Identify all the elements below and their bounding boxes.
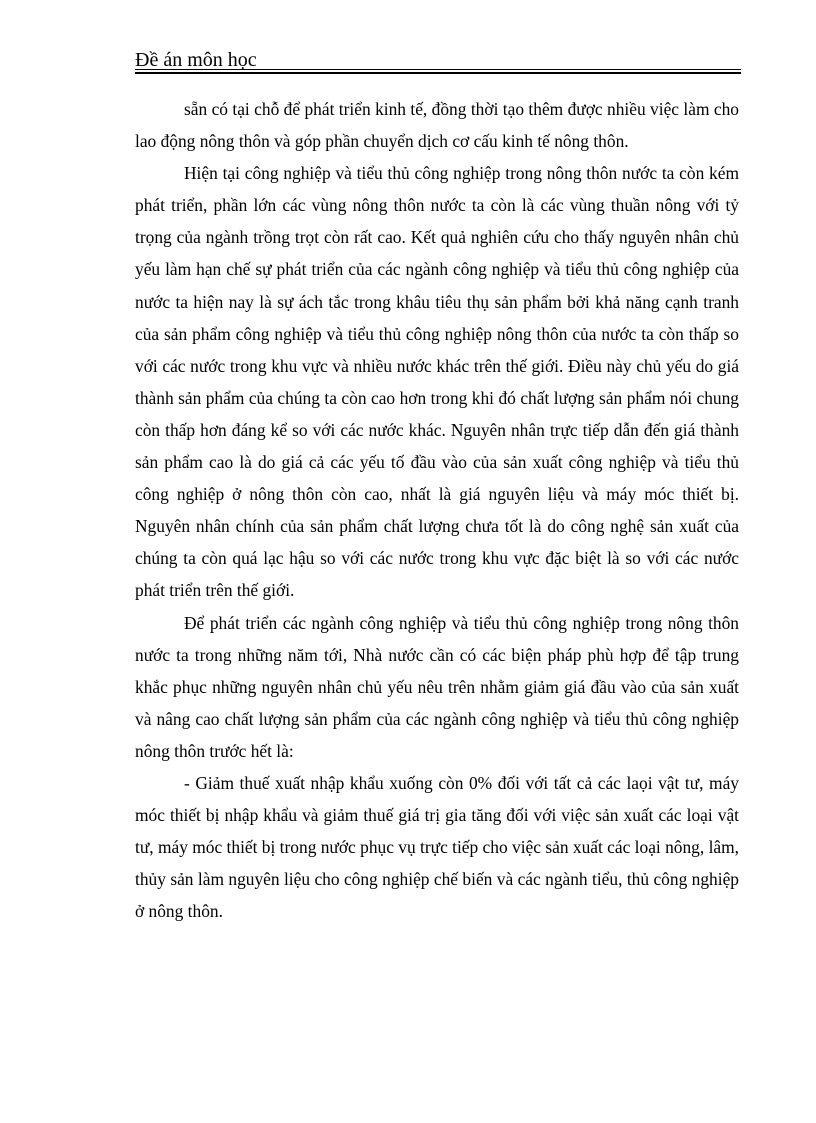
paragraph-measures: Để phát triển các ngành công nghiệp và tiểu thủ công nghiệp trong nông thôn nước ta trong những năm tới, Nhà nước cần có các biện pháp phù hợp để tập trung khắc phục những nguyên nhân chủ yếu nêu trên nhằm giảm giá đầu vào của sản xuất và nâng cao chất lượng sản phẩm của các ngành công nghiệp và tiểu thủ công nghiệp nông thôn trước hết là: — [135, 612, 739, 761]
header-rule-thick — [135, 72, 741, 74]
header-rule-thin — [135, 69, 741, 70]
paragraph-continuation: sẵn có tại chỗ để phát triển kinh tế, đồng thời tạo thêm được nhiều việc làm cho lao động nông thôn và góp phần chuyển dịch cơ cấu kinh tế nông thôn. — [135, 99, 739, 152]
header-title: Đề án môn học — [135, 49, 257, 71]
paragraph-current-state: Hiện tại công nghiệp và tiểu thủ công nghiệp trong nông thôn nước ta còn kém phát triển, phần lớn các vùng nông thôn nước ta còn là các vùng thuần nông với tỷ trọng của ngành trồng trọt còn rất cao. Kết quả nghiên cứu cho thấy nguyên nhân chủ yếu làm hạn chế sự phát triển của các ngành công nghiệp và tiểu thủ công nghiệp của nước ta hiện nay là sự ách tắc trong khâu tiêu thụ sản phẩm bởi khả năng cạnh tranh của sản phẩm công nghiệp và tiểu thủ công nghiệp nông thôn của nước ta còn thấp so với các nước trong khu vực và nhiều nước khác trên thế giới. Điều này chủ yếu do giá thành sản phẩm của chúng ta còn cao hơn trong khi đó chất lượng sản phẩm nói chung còn thấp hơn đáng kể so với các nước khác. Nguyên nhân trực tiếp dẫn đến giá thành sản phẩm cao là do giá cả các yếu tố đầu vào của sản xuất công nghiệp và tiểu thủ công nghiệp ở nông thôn còn cao, nhất là giá nguyên liệu và máy móc thiết bị. Nguyên nhân chính của sản phẩm chất lượng chưa tốt là do công nghệ sản xuất của chúng ta còn quá lạc hậu so với các nước trong khu vực đặc biệt là so với các nước phát triển trên thế giới. — [135, 163, 739, 601]
body-text — [135, 93, 739, 927]
page-header — [135, 48, 741, 74]
paragraph-tax-reduction: - Giảm thuế xuất nhập khẩu xuống còn 0% đối với tất cả các laọi vật tư, máy móc thiết bị nhập khẩu và giảm thuế giá trị gia tăng đối với việc sản xuất các loại vật tư, máy móc thiết bị trong nước phục vụ trực tiếp cho việc sản xuất các loại nông, lâm, thủy sản làm nguyên liệu cho công nghiệp chế biến và các ngành tiểu, thủ công nghiệp ở nông thôn. — [135, 772, 739, 922]
